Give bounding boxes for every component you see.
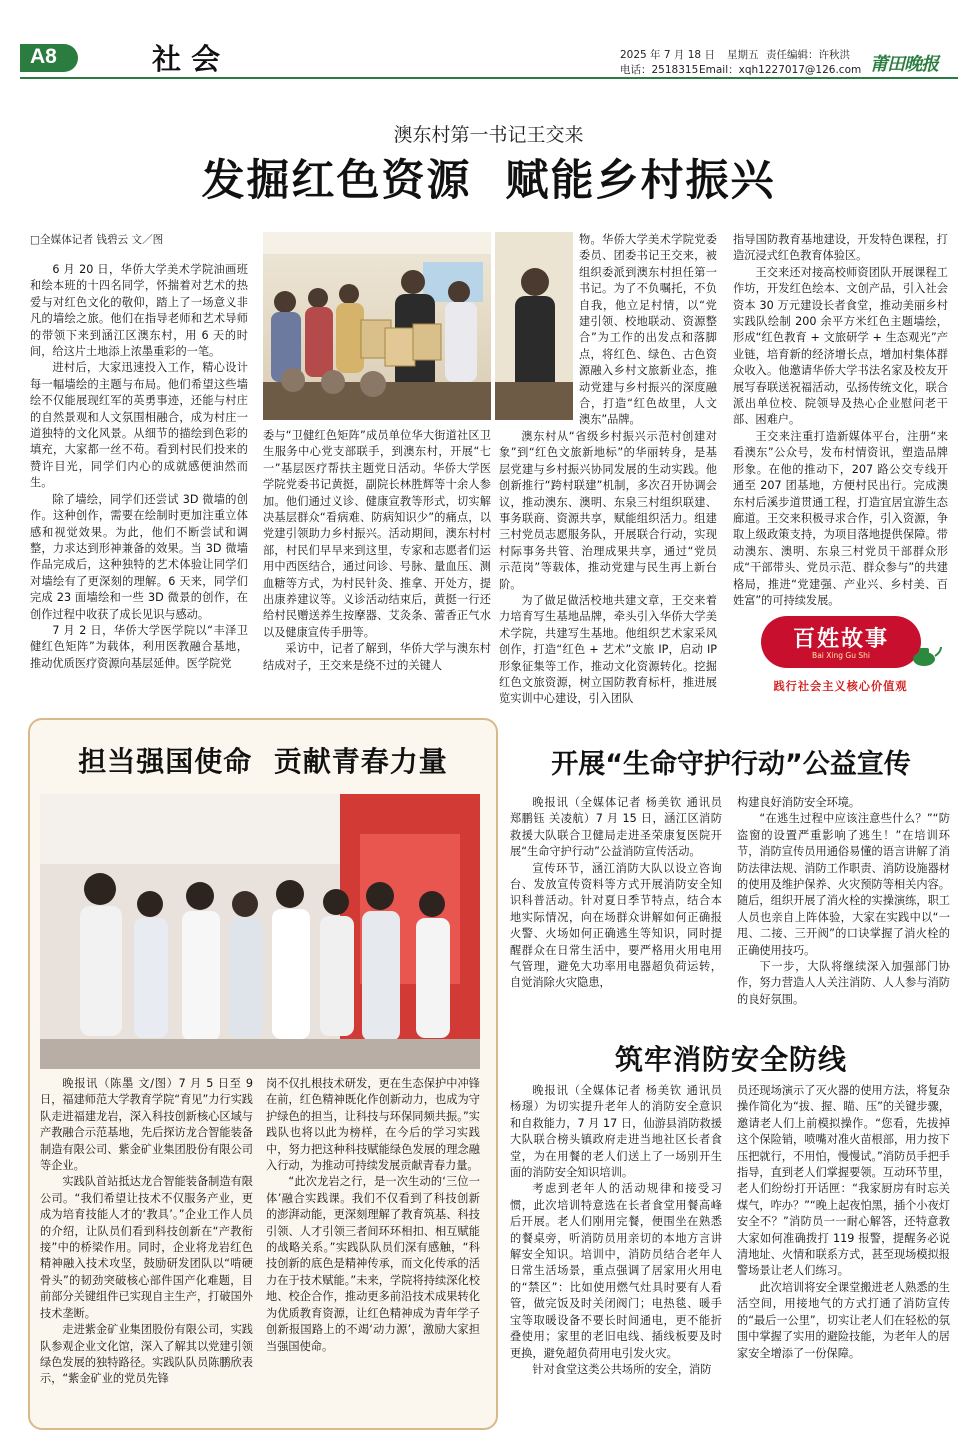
paragraph: “在逃生过程中应该注意些什么？”“防盗窗的设置严重影响了逃生！”在培训环节，消防宣传员用通俗易懂的语言讲解了消防法律法规、消防工作职责、消防设施器材的使用及维护保养、火灾预防等相关内容。随后，组织开展了消火栓的实操演练，职工人员也亲自上阵体验，大家在实践中以“一甩、二接、三开阀”的口诀掌握了消火栓的正确使用技巧。: [737, 812, 950, 957]
teapot-icon: [909, 642, 943, 672]
paragraph: 7 月 2 日，华侨大学医学院以“丰泽卫健红色矩阵”为载体，利用医教融合基地，推动优质医疗资源向基层延伸。医学院党: [30, 623, 248, 670]
paragraph: 进村后，大家迅速投入工作，精心设计每一幅墙绘的主题与布局。他们希望这些墙绘不仅能展现红军的英勇事迹，还能与村庄的自然景观和人文氛围相融合，成为村庄一道独特的文化风景。从细节的描绘到色彩的填充，大家都一丝不苟。看到村民们投来的赞许目光，同学们内心的成就感便油然而生。: [30, 361, 248, 490]
paragraph: 晚报讯（全媒体记者 杨美钦 通讯员 郑鹏钰 关凌航）7 月 15 日，涵江区消防救援大队联合卫健局走进圣荣康复医院开展“生命守护行动”公益消防宣传活动。: [510, 796, 722, 859]
paragraph: 此次培训将安全课堂搬进老人熟悉的生活空间，用接地气的方式打通了消防宣传的“最后一公里”，切实让老人们在轻松的氛围中掌握了实用的避险技能，为老年人的居家安全增添了一份保障。: [737, 1280, 950, 1360]
paragraph: 物。华侨大学美术学院党委委员、团委书记王交来，被组织委派到澳东村担任第一书记。为了不负嘱托，不负自我，他立足村情，以“党建引领、校地联动、资源整合”为工作的出发点和落脚点，将红色、绿色、古色资源融入乡村文旅新业态，推动党建与乡村振兴的深度融合，打造“红色故里，人文澳东”品牌。: [579, 233, 717, 427]
fire-story-1-column-1: [510, 795, 722, 992]
fire-story-2-column-1: [510, 1083, 722, 1378]
lead-photo: [263, 232, 491, 420]
boxed-column-1: [40, 1076, 253, 1388]
paragraph: 岗不仅扎根技术研发，更在生态保护中冲锋在前，红色精神既化作创新动力，也成为守护绿色的担当，让科技与环保同频共振。”实践队也将以此为榜样，在今后的学习实践中，努力把这种科技赋能绿色发展的理念融入行动，为推动可持续发展贡献青春力量。: [266, 1077, 480, 1173]
paragraph: 采访中，记者了解到，华侨大学与澳东村结成对子，王交来是绕不过的关键人: [263, 642, 491, 672]
header-rule: [20, 77, 958, 79]
boxed-column-2: [266, 1076, 480, 1355]
fire-story-1-column-2: [737, 795, 950, 1008]
section-name: 社 会: [152, 42, 221, 76]
lead-column-1: [30, 262, 248, 672]
paragraph: 晚报讯（陈墨 文/图）7 月 5 日至 9 日，福建师范大学教育学院“育见”力行实践队走进福建龙岩，深入科技创新核心区域与产教融合示范基地，先后探访龙合智能装备制造有限公司、紫金矿业集团股份有限公司等企业。: [40, 1077, 253, 1173]
header-email: Email：xqh1227017@126.com: [699, 64, 862, 76]
paragraph: 实践队首站抵达龙合智能装备制造有限公司。“我们希望让技术不仅服务产业，更成为培育技能人才的‘教具’。”企业工作人员的介绍，让队员们看到科技创新在“产教衔接”中的桥梁作用。同时，企业将龙岩红色精神融入技术攻坚，鼓励研发团队以“啃硬骨头”的韧劲突破核心部件国产化难题，目前部分关键组件已实现自主生产，打破国外技术垄断。: [40, 1175, 253, 1320]
paragraph: 除了墙绘，同学们还尝试 3D 微墙的创作。这种创作，需要在绘制时更加注重立体感和视觉效果。为此，他们不断尝试和调整，力求达到形神兼备的效果。当 3D 微墙作品完成后，这种独特的艺术体验让同学们对墙绘有了更深刻的理解。6 天来，同学们完成 23 面墙绘和一些 3D 微景的创作，在创作过程中收获了成长见识与感动。: [30, 492, 248, 621]
paragraph: 针对食堂这类公共场所的安全，消防: [532, 1362, 712, 1376]
paragraph: 下一步，大队将继续深入加强部门协作，努力营造人人关注消防、人人参与消防的良好氛围。: [737, 960, 950, 1006]
paragraph: 晚报讯（全媒体记者 杨美钦 通讯员 杨璟）为切实提升老年人的消防安全意识和自救能力，7 月 17 日，仙游县消防救援大队联合榜头镇政府走进当地社区长者食堂，为在用餐的老人们送上了一场别开生面的消防安全知识培训。: [510, 1084, 722, 1180]
paragraph: 员还现场演示了灭火器的使用方法，将复杂操作简化为“拔、握、瞄、压”的关键步骤，邀请老人们上前模拟操作。“您看，先拔掉这个保险销，喷嘴对准火苗根部，用力按下压把就行，不用怕，慢慢试。”消防员手把手指导，直到老人们掌握要领。互动环节里，老人们纷纷打开话匣：“我家厨房有时忘关煤气，咋办？”“晚上起夜怕黑，插个小夜灯安全不？”消防员一一耐心解答，还特意教大家如何准确拨打 119 报警，提醒务必说清地址、火情和联系方式，甚至现场模拟报警场景让老人们练习。: [737, 1084, 950, 1278]
lead-title: 发掘红色资源 赋能乡村振兴: [201, 156, 776, 206]
lead-byline: □全媒体记者 钱碧云 文／图: [30, 234, 164, 246]
badge-caption: 践行社会主义核心价值观: [773, 680, 908, 693]
boxed-story-photo: [40, 794, 480, 1069]
paragraph: 指导国防教育基地建设，开发特色课程，打造沉浸式红色教育体验区。: [733, 233, 948, 263]
badge-pinyin: Bai Xing Gu Shi: [812, 651, 870, 660]
paragraph: 澳东村从“省级乡村振兴示范村创建对象”到“红色文旅新地标”的华丽转身，是基层党建与乡村振兴协同发展的生动实践。他创新推行“跨村联建”机制，多次召开协调会议，推动澳东、澳明、东泉三村组织联建、事务联商、资源共享，赋能组织活力。组建三村党员志愿服务队，开展联合行动，实现村际事务共管、治理成果共享，通过“党员示范岗”等载体，推动党建与民生再上新台阶。: [499, 429, 717, 591]
page-number: A8: [30, 45, 57, 68]
fire-story-1-title: 开展“生命守护行动”公益宣传: [551, 749, 911, 780]
lead-subtitle: 澳东村第一书记王交来: [393, 124, 584, 146]
header-phone: 电话：2518315: [620, 64, 699, 76]
paragraph: 王交来注重打造新媒体平台，注册“来看澳东”公众号，发布村情资讯，塑造品牌形象。在他的推动下，207 路公交专线开通至 207 团基地，方便村民出行。完成澳东村后溪步道贯通工程，打造宜居宜游生态廊道。王交来积极寻求合作，引入资源，争取上级政策支持，为项目落地提供保障。带动澳东、澳明、东泉三村党员干部群众形成“干部带头、党员示范、群众参与”的共建格局，推进“党建强、产业兴、乡村美、百姓富”的可持续发展。: [733, 429, 948, 607]
medical-event-photo: [263, 232, 491, 420]
lead-column-2: [263, 428, 491, 674]
fire-story-2-title: 筑牢消防安全防线: [614, 1043, 847, 1076]
fire-story-2-column-2: [737, 1083, 950, 1362]
paragraph: 委与“卫健红色矩阵”成员单位华大街道社区卫生服务中心党支部联手，到澳东村，开展“七一”基层医疗帮扶主题党日活动。华侨大学医学院党委书记黄挺，副院长林胜辉等十余人参加。他们通过义诊、健康宣教等形式，切实解决基层群众“看病难、防病知识少”的痛点，以党建引领助力乡村振兴。活动期间，澳东村村部，村民们早早来到这里，专家和志愿者们运用中西医结合，通过问诊、号脉、量血压、测血糖等方式，为村民针灸、推拿、开处方，提出康养建议等。义诊活动结束后，黄挺一行还给村民赠送养生按摩器、艾灸条、蕾香正气水以及健康宣传手册等。: [263, 429, 491, 639]
paragraph: 6 月 20 日，华侨大学美术学院油画班和绘本班的十四名同学，怀揣着对艺术的热爱与对红色文化的敬仰，踏上了一场意义非凡的墙绘之旅。他们在指导老师和艺术导师的带领下来到涵江区澳东村，用 6 天的时间，给这片土地添上浓墨重彩的一笔。: [30, 263, 248, 359]
lead-column-4: [733, 232, 948, 609]
baixing-story-badge: [733, 616, 948, 698]
paragraph: “此次龙岩之行，是一次生动的‘三位一体’融合实践课。我们不仅看到了科技创新的澎湃动能，更深刻理解了教育筑基、科技引领、人才引领三者间环环相扣、相互赋能的战略关系。”实践队队员们深有感触，“科技创新的底色是精神传承，而文化传承的活力在于技术赋能。”未来，学院将持续深化校地、校企合作，推动更多前沿技术成果转化为优质教育资源，让红色精神成为青年学子创新报国路上的不竭‘动力源’，激励大家担当强国使命。: [266, 1175, 480, 1353]
header-editor: 责任编辑：许秋洪: [766, 49, 850, 61]
paragraph: 走进紫金矿业集团股份有限公司，实践队参观企业文化馆，深入了解其以党建引领绿色发展的独特路径。实践队队员陈鹏欣表示，“紫金矿业的党员先锋: [40, 1323, 253, 1386]
paragraph: 王交来还对接高校师资团队开展课程工作坊，开发红色绘本、文创产品，引入社会资本 30 万元建设长者食堂，推动美丽乡村实践队绘制 200 余平方米红色主题墙绘，形成“红色教育 + 文旅研学 + 生态观光”产业链，培育新的经济增长点，增加村集体群众收入。他邀请华侨大学书法名家及校友开展写春联送祝福活动，弘扬传统文化，联合派出单位校、院领导及热心企业慰问老干部、困难户。: [733, 265, 948, 427]
student-visit-photo: [40, 794, 480, 1069]
badge-title: 百姓故事: [792, 626, 889, 652]
paragraph: 构建良好消防安全环境。: [737, 796, 861, 809]
paragraph: 考虑到老年人的活动规律和接受习惯，此次培训特意选在长者食堂用餐高峰后开展。老人们刚用完餐，便围坐在熟悉的餐桌旁，听消防员用亲切的本地方言讲解安全知识。培训中，消防员结合老年人日常生活场景，重点强调了居家用火用电的“禁区”：比如使用燃气灶具时要有人看管，做完饭及时关闭阀门；电热毯、暖手宝等取暖设备不要长时间通电，更不能折叠使用；家里的老旧电线、插线板要及时更换，避免超负荷用电引发火灾。: [510, 1182, 722, 1360]
paragraph: 宣传环节，涵江消防大队以设立咨询台、发放宣传资料等方式开展消防安全知识科普活动。针对夏日季节特点，结合本地实际情况，向在场群众讲解如何正确报火警、火场如何正确逃生等知识，同时提醒群众在日常生活中，要严格用火用电用气管理，避免大功率用电器超负荷运转，自觉消除火灾隐患，: [510, 861, 722, 990]
page-header: [0, 0, 977, 80]
newspaper-logo: 莆田晚报: [870, 54, 938, 75]
header-date: 2025 年 7 月 18 日: [620, 49, 715, 61]
paragraph: 为了做足做活校地共建文章，王交来着力培育写生基地品牌，牵头引入华侨大学美术学院，共建写生基地。他组织艺术家采风创作，打造“红色 + 艺术”文旅 IP，启动 IP 形象征集等工作，推动文化资源转化。挖掘红色文旅资源，树立国防教育标杆，推进展览实训中心建设，引入团队: [499, 593, 717, 706]
header-weekday: 星期五: [727, 49, 759, 61]
boxed-story-title: 担当强国使命 贡献青春力量: [78, 745, 448, 778]
lead-column-3: [499, 232, 717, 708]
